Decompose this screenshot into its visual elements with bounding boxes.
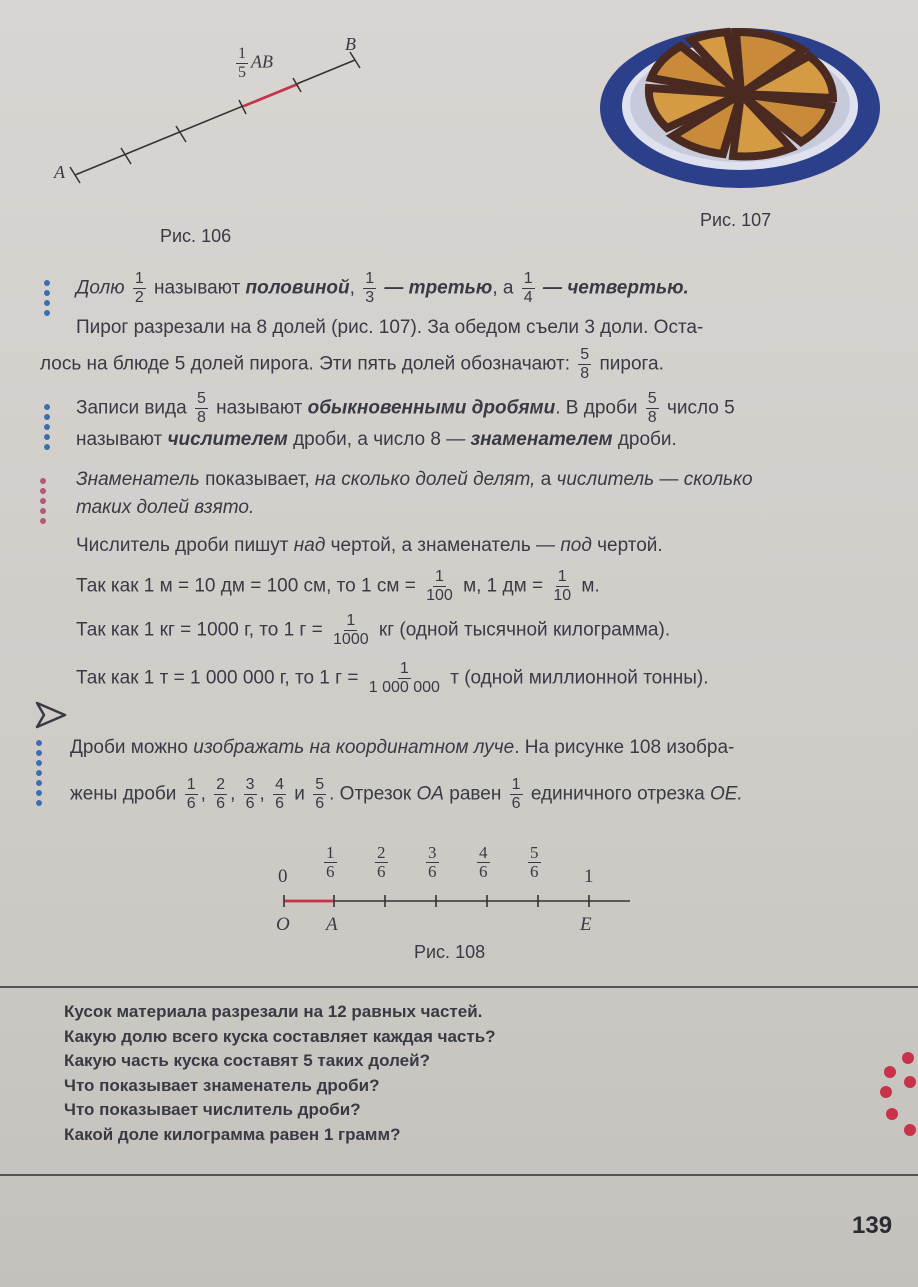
point-a-label: A xyxy=(54,162,65,182)
paragraph-coordinate-ray: Дроби можно изображать на координатном луче. На рисунке 108 изобра- xyxy=(70,737,735,758)
question-1: Кусок материала разрезали на 12 равных частей. xyxy=(64,1002,483,1021)
ray-one-label: 1 xyxy=(584,866,594,887)
paragraph-pie: Пирог разрезали на 8 долей (рис. 107). За обедом съели 3 доли. Оста- xyxy=(76,317,704,338)
ray-tick-4-6: $\frac{4}{6}$ xyxy=(479,843,488,881)
rule-writing-fraction: Числитель дроби пишут над чертой, а знаменатель — под чертой. xyxy=(76,535,663,556)
definition-half-third-quarter: Долю $\frac{1}{2}$ называют половиной, $\frac{1}{3}$ — третью, а $\frac{1}{4}$ — четвертью. xyxy=(76,270,689,306)
definition-common-fractions: Записи вида $\frac{5}{8}$ называют обыкновенными дробями. В дроби $\frac{5}{8}$ число 5 xyxy=(76,390,735,426)
fraction-label-ab: $\frac{1}{5}$ AB xyxy=(238,45,273,81)
review-questions xyxy=(64,1000,496,1147)
rule-numerator-meaning: таких долей взято. xyxy=(76,497,255,518)
page-number: 139 xyxy=(852,1212,893,1239)
question-4: Что показывает знаменатель дроби? xyxy=(64,1075,380,1095)
question-6: Какой доле килограмма равен 1 грамм? xyxy=(64,1124,401,1144)
figure-106-caption: Рис. 106 xyxy=(160,226,232,246)
ray-zero-label: 0 xyxy=(278,866,288,887)
paragraph-pie-line2: лось на блюде 5 долей пирога. Эти пять долей обозначают: $\frac{5}{8}$ пирога. xyxy=(40,346,664,382)
ray-tick-5-6: $\frac{5}{6}$ xyxy=(530,843,539,881)
point-o-label: O xyxy=(276,914,290,935)
triangle-marker-icon xyxy=(34,700,68,730)
divider-bottom xyxy=(0,1174,918,1176)
ray-tick-2-6: $\frac{2}{6}$ xyxy=(377,843,386,881)
figure-106-segment xyxy=(40,30,380,200)
figure-107-caption: Рис. 107 xyxy=(700,210,772,230)
example-length-units: Так как 1 м = 10 дм = 100 см, то 1 см = $\frac{1}{100}$ м, 1 дм = $\frac{1}{10}$ м. xyxy=(76,568,600,604)
definition-numerator-denominator: называют числителем дроби, а число 8 — знаменателем дроби. xyxy=(76,429,677,450)
point-e-label: E xyxy=(580,914,592,935)
figure-107-pie-image xyxy=(598,10,898,195)
paragraph-fractions-list: жены дроби $\frac{1}{6}$ , $\frac{2}{6}$ , $\frac{3}{6}$ , $\frac{4}{6}$ и $\frac{5}{6}$ . Отрезок OA равен $\frac{1}{6}$ единичного отрезка OE. xyxy=(70,776,743,812)
bullet-dots-blue-2 xyxy=(44,404,50,454)
question-dots-icon xyxy=(870,1046,918,1142)
question-2: Какую долю всего куска составляет каждая часть? xyxy=(64,1026,496,1046)
bullet-dots-blue xyxy=(44,280,50,320)
ray-tick-3-6: $\frac{3}{6}$ xyxy=(428,843,437,881)
divider-top xyxy=(0,986,918,988)
point-a-ray-label: A xyxy=(326,914,338,935)
point-b-label: B xyxy=(345,34,356,54)
example-mass-kg: Так как 1 кг = 1000 г, то 1 г = $\frac{1}{1000}$ кг (одной тысячной килограмма). xyxy=(76,612,671,648)
question-3: Какую часть куска составят 5 таких долей? xyxy=(64,1051,430,1070)
question-5: Что показывает числитель дроби? xyxy=(64,1100,361,1119)
figure-108-caption: Рис. 108 xyxy=(414,942,486,962)
bullet-dots-blue-3 xyxy=(36,740,42,810)
rule-denominator-meaning: Знаменатель показывает, на сколько долей делят, а числитель — сколько xyxy=(76,469,753,490)
ray-tick-1-6: $\frac{1}{6}$ xyxy=(326,843,335,881)
example-mass-ton: Так как 1 т = 1 000 000 г, то 1 г = $\frac{1}{1 000 000}$ т (одной миллионной тонны). xyxy=(76,660,709,696)
bullet-dots-pink xyxy=(40,478,46,528)
